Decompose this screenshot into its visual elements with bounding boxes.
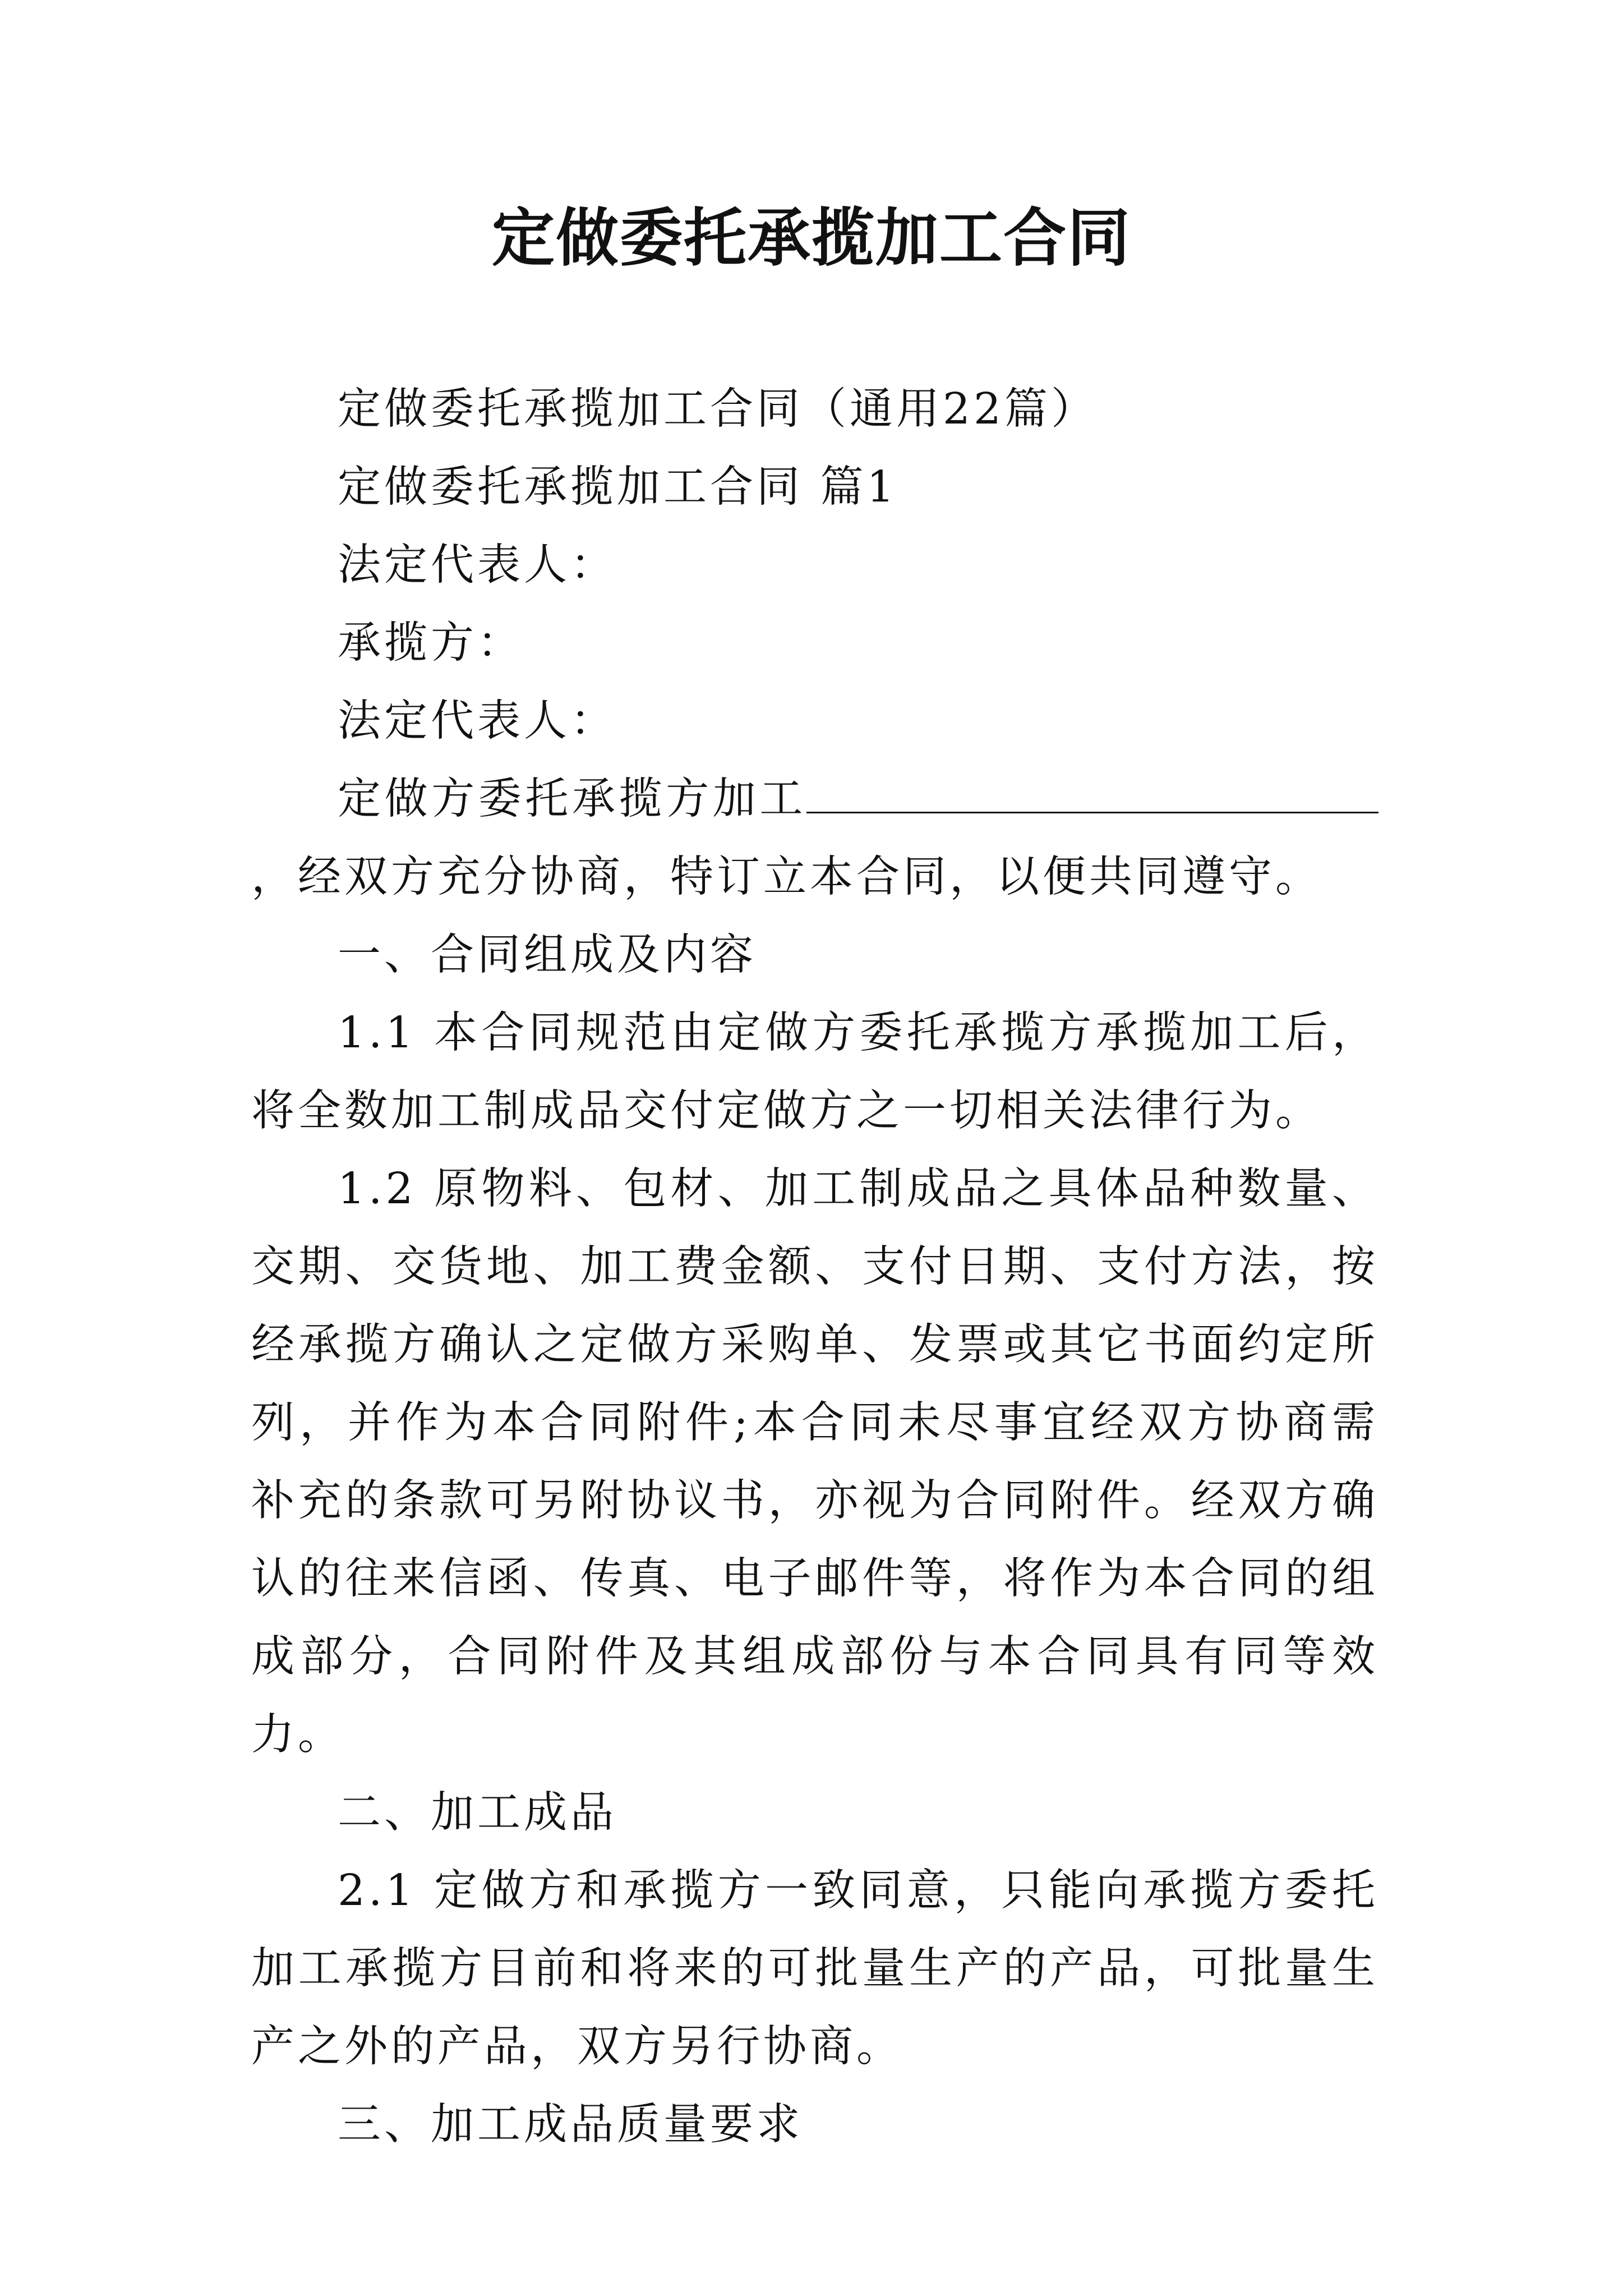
intro-clause-text-end: ，经双方充分协商，特订立本合同，以便共同遵守。 <box>251 852 1322 902</box>
section-heading-2: 二、加工成品 <box>338 1788 617 1838</box>
clause-1-2: 1.2 原物料、包材、加工制成品之具体品种数量、交期、交货地、加工费金额、支付日期、支付方法，按经承揽方确认之定做方采购单、发票或其它书面约定所列，并作为本合同附件;本合同未尽事宜经双方协商需补充的条款可另附协议书，亦视为合同附件。经双方确认的往来信函、传真、电子邮件等，将作为本合同的组成部分，合同附件及其组成部份与本合同具有同等效力。 <box>251 1164 1378 1760</box>
section-heading-1: 一、合同组成及内容 <box>338 930 757 980</box>
paragraph-intro-clause <box>251 760 1378 916</box>
paragraph-legal-rep-1: 法定代表人： <box>338 540 617 590</box>
paragraph-part-heading: 定做委托承揽加工合同 篇1 <box>338 462 898 512</box>
clause-2-1: 2.1 定做方和承揽方一致同意，只能向承揽方委托加工承揽方目前和将来的可批量生产的产品，可批量生产之外的产品，双方另行协商。 <box>251 1866 1378 2072</box>
document-title: 定做委托承揽加工合同 <box>492 202 1131 275</box>
fill-in-blank <box>806 778 1378 813</box>
section-heading-3: 三、加工成品质量要求 <box>338 2100 803 2150</box>
paragraph-subtitle: 定做委托承揽加工合同（通用22篇） <box>338 384 1098 434</box>
intro-clause-text: 定做方委托承揽方加工 <box>338 774 806 824</box>
document-body <box>251 370 1378 2164</box>
paragraph-legal-rep-2: 法定代表人： <box>338 696 617 746</box>
paragraph-contractor: 承揽方： <box>338 618 524 668</box>
clause-1-1: 1.1 本合同规范由定做方委托承揽方承揽加工后，将全数加工制成品交付定做方之一切相关法律行为。 <box>251 1008 1378 1136</box>
